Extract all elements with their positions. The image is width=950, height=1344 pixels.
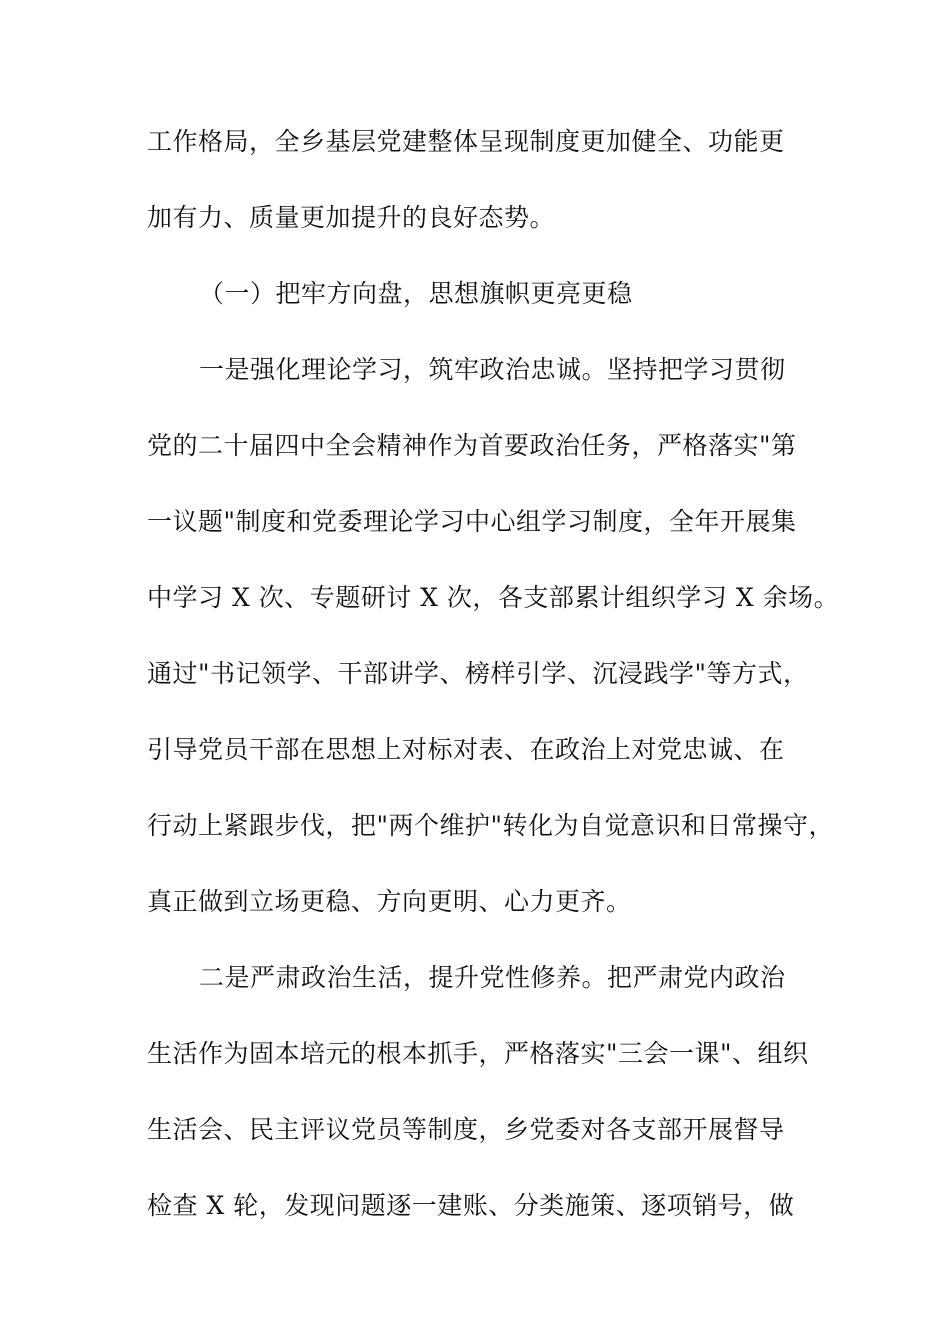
text-line-1: 工作格局，全乡基层党建整体呈现制度更加健全、功能更 xyxy=(147,127,785,156)
paragraph-1-line-7: 行动上紧跟步伐，把"两个维护"转化为自觉意识和日常操守， xyxy=(147,811,835,840)
paragraph-2-line-4: 检查 X 轮，发现问题逐一建账、分类施策、逐项销号，做 xyxy=(147,1191,795,1220)
paragraph-2-line-1: 二是严肃政治生活，提升党性修养。把严肃党内政治 xyxy=(199,963,786,992)
section-heading: （一）把牢方向盘，思想旗帜更亮更稳 xyxy=(199,279,633,308)
paragraph-1-line-3: 一议题"制度和党委理论学习中心组学习制度，全年开展集 xyxy=(147,507,797,536)
paragraph-1-line-5: 通过"书记领学、干部讲学、榜样引学、沉浸践学"等方式， xyxy=(147,659,809,688)
paragraph-1-line-6: 引导党员干部在思想上对标对表、在政治上对党忠诚、在 xyxy=(147,735,785,764)
paragraph-1-line-1: 一是强化理论学习，筑牢政治忠诚。坚持把学习贯彻 xyxy=(199,355,786,384)
paragraph-2-line-2: 生活作为固本培元的根本抓手，严格落实"三会一课"、组织 xyxy=(147,1039,809,1068)
paragraph-1-line-4: 中学习 X 次、专题研讨 X 次，各支部累计组织学习 X 余场。 xyxy=(147,583,840,612)
paragraph-1-line-2: 党的二十届四中全会精神作为首要政治任务，严格落实"第 xyxy=(147,431,797,460)
paragraph-2-line-3: 生活会、民主评议党员等制度，乡党委对各支部开展督导 xyxy=(147,1115,785,1144)
text-line-2: 加有力、质量更加提升的良好态势。 xyxy=(147,203,556,232)
paragraph-1-line-8: 真正做到立场更稳、方向更明、心力更齐。 xyxy=(147,887,632,916)
